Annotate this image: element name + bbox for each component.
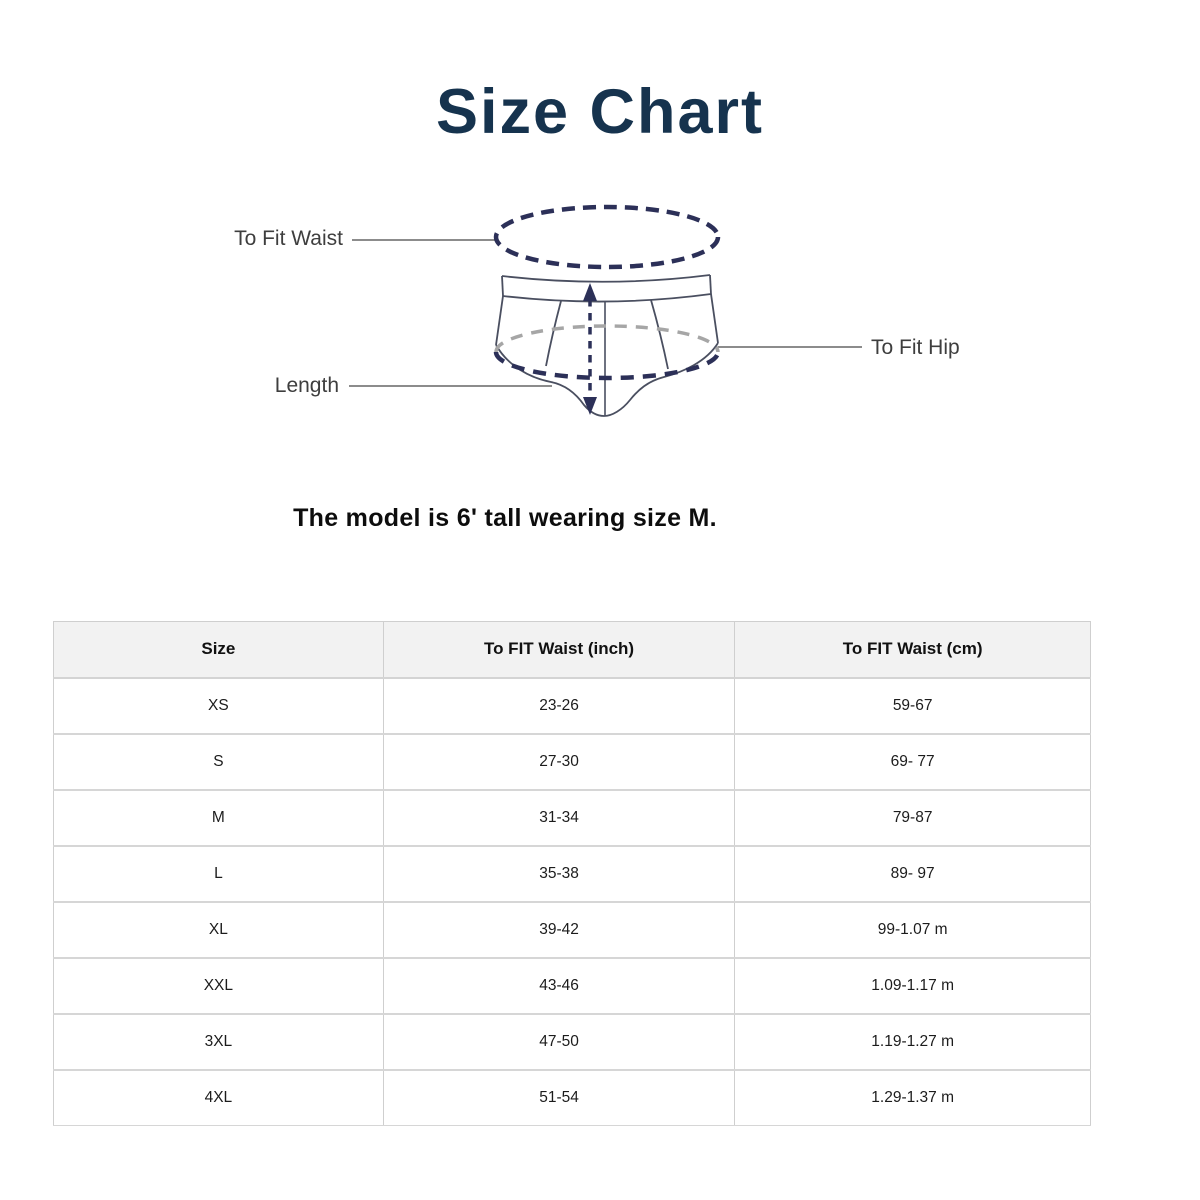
table-row bbox=[54, 958, 1091, 1014]
size-cell: XXL bbox=[54, 958, 384, 1014]
header-size: Size bbox=[54, 622, 384, 678]
size-cell: M bbox=[54, 790, 384, 846]
size-cell: L bbox=[54, 846, 384, 902]
waist-cm-cell: 79-87 bbox=[735, 790, 1091, 846]
table-row bbox=[54, 902, 1091, 958]
waist-inch-cell: 23-26 bbox=[383, 678, 735, 734]
size-table-container bbox=[53, 621, 1091, 1126]
briefs-outline bbox=[496, 275, 718, 416]
waist-cm-cell: 1.29-1.37 m bbox=[735, 1070, 1091, 1126]
to-fit-waist-label: To Fit Waist bbox=[234, 227, 343, 250]
waist-cm-cell: 59-67 bbox=[735, 678, 1091, 734]
waist-cm-cell: 99-1.07 m bbox=[735, 902, 1091, 958]
waist-inch-cell: 35-38 bbox=[383, 846, 735, 902]
page-title: Size Chart bbox=[435, 77, 765, 147]
header-waist-inch: To FIT Waist (inch) bbox=[383, 622, 735, 678]
table-row bbox=[54, 678, 1091, 734]
hip-ellipse-back-arc bbox=[496, 326, 718, 352]
waist-cm-cell: 1.09-1.17 m bbox=[735, 958, 1091, 1014]
table-row bbox=[54, 790, 1091, 846]
waist-ellipse bbox=[496, 207, 718, 267]
model-note: The model is 6' tall wearing size M. bbox=[293, 504, 717, 532]
waist-inch-cell: 51-54 bbox=[383, 1070, 735, 1126]
size-cell: XS bbox=[54, 678, 384, 734]
table-row bbox=[54, 846, 1091, 902]
waist-inch-cell: 43-46 bbox=[383, 958, 735, 1014]
table-header-row bbox=[54, 622, 1091, 678]
length-arrow bbox=[583, 283, 597, 415]
length-label: Length bbox=[274, 374, 339, 397]
size-table bbox=[53, 621, 1091, 1126]
waist-cm-cell: 89- 97 bbox=[735, 846, 1091, 902]
size-cell: S bbox=[54, 734, 384, 790]
waist-inch-cell: 39-42 bbox=[383, 902, 735, 958]
header-waist-cm: To FIT Waist (cm) bbox=[735, 622, 1091, 678]
table-row bbox=[54, 1014, 1091, 1070]
waist-inch-cell: 47-50 bbox=[383, 1014, 735, 1070]
size-cell: 4XL bbox=[54, 1070, 384, 1126]
to-fit-hip-label: To Fit Hip bbox=[871, 336, 960, 359]
waist-inch-cell: 31-34 bbox=[383, 790, 735, 846]
waist-inch-cell: 27-30 bbox=[383, 734, 735, 790]
waist-cm-cell: 1.19-1.27 m bbox=[735, 1014, 1091, 1070]
table-row bbox=[54, 1070, 1091, 1126]
size-cell: 3XL bbox=[54, 1014, 384, 1070]
waist-cm-cell: 69- 77 bbox=[735, 734, 1091, 790]
table-row bbox=[54, 734, 1091, 790]
size-cell: XL bbox=[54, 902, 384, 958]
